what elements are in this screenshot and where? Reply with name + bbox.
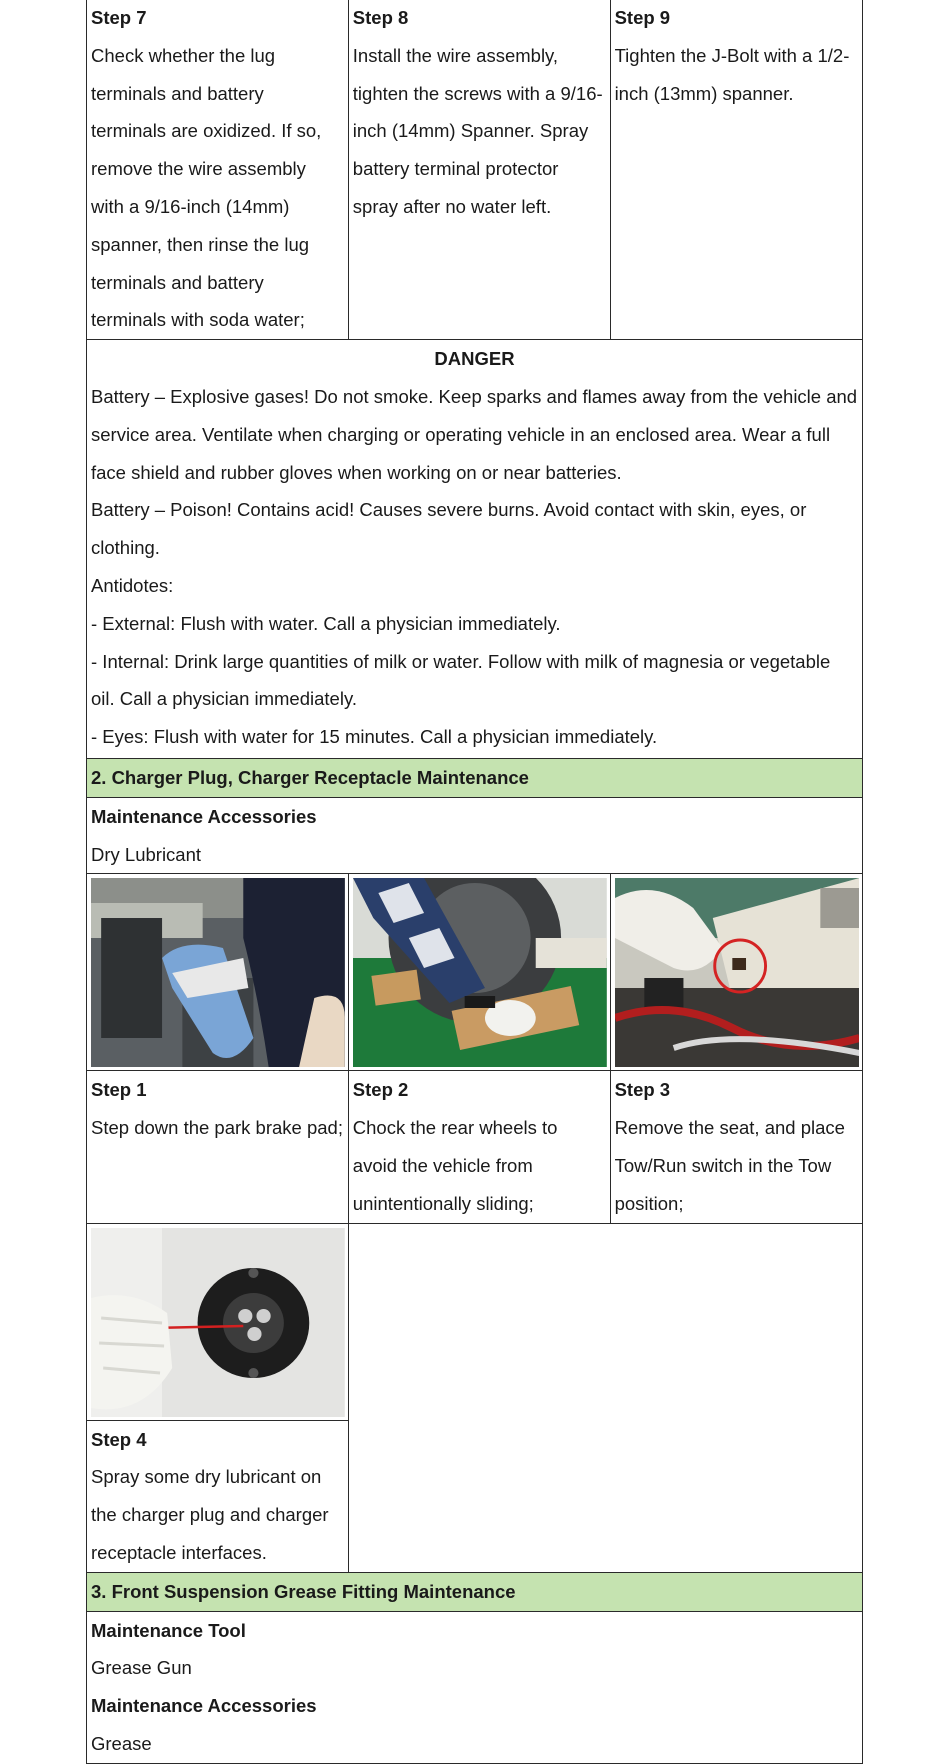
step-8-cell [348,0,610,340]
maintenance-table [86,0,863,1764]
section-2-accessories-row [87,797,863,874]
step-4-cell [87,1420,349,1572]
danger-line: - Internal: Drink large quantities of milk or water. Follow with milk of magnesia or vegetable oil. Call a physician immediately. [91,650,831,710]
step-3-title: Step 3 [614,1079,671,1101]
danger-line: Battery – Poison! Contains acid! Causes severe burns. Avoid contact with skin, eyes, or clothing. [91,499,807,559]
step-2-title: Step 2 [352,1079,409,1101]
accessories-label: Maintenance Accessories [91,1695,317,1717]
step-7-cell [87,0,349,340]
section-2-accessories-cell [87,797,863,874]
step-9-text: Tighten the J-Bolt with a 1/2-inch (13mm) spanner. [614,44,850,104]
step-3-cell [610,1071,862,1223]
tow-run-switch-photo [615,878,859,1067]
section-2-heading: 2. Charger Plug, Charger Receptacle Maintenance [87,758,863,797]
danger-line: - Eyes: Flush with water for 15 minutes. Call a physician immediately. [91,726,658,748]
accessories-label: Maintenance Accessories [91,805,317,827]
step-4-photo-cell [87,1223,349,1420]
danger-title: DANGER [434,348,515,370]
photos-row-1 [87,874,863,1071]
wheel-chock-photo [353,878,607,1067]
section-3-heading-row [87,1572,863,1611]
section-3-heading: 3. Front Suspension Grease Fitting Maintenance [87,1572,863,1611]
danger-row [87,340,863,759]
step-1-text: Step down the park brake pad; [91,1117,343,1139]
accessories-value: Dry Lubricant [91,843,202,865]
accessories-value: Grease [91,1732,152,1754]
step-4-text: Spray some dry lubricant on the charger plug and charger receptacle interfaces. [91,1466,329,1563]
step-7-text: Check whether the lug terminals and battery terminals are oxidized. If so, remove the wire assembly with a 9/16-inch (14mm) spanner, then rinse the lug terminals and battery terminals with soda water; [91,44,322,331]
step-4-title: Step 4 [91,1428,147,1450]
step-2-text: Chock the rear wheels to avoid the vehicle from unintentionally sliding; [352,1117,558,1214]
step-1-cell [87,1071,349,1223]
step-1-title: Step 1 [91,1079,147,1101]
danger-cell [87,340,863,759]
step-7-title: Step 7 [91,7,147,28]
step-8-title: Step 8 [352,7,409,28]
maintenance-document [86,0,863,1764]
danger-line: Antidotes: [91,574,174,596]
tool-value: Grease Gun [91,1657,192,1679]
danger-line: - External: Flush with water. Call a physician immediately. [91,612,561,634]
step-9-title: Step 9 [614,7,671,28]
step-2-cell [348,1071,610,1223]
empty-area [348,1223,862,1572]
step-3-text: Remove the seat, and place Tow/Run switch in the Tow position; [614,1117,845,1214]
step-4-photo-row [87,1223,863,1420]
tool-label: Maintenance Tool [91,1619,246,1641]
steps-1-3-row [87,1071,863,1223]
steps-7-9-row [87,0,863,340]
section-2-heading-row [87,758,863,797]
step-8-text: Install the wire assembly, tighten the screws with a 9/16-inch (14mm) Spanner. Spray battery terminal protector spray after no water left. [352,44,603,217]
section-3-details-cell [87,1611,863,1763]
step-1-photo-cell [87,874,349,1071]
park-brake-photo [91,878,345,1067]
step-2-photo-cell [348,874,610,1071]
charger-receptacle-photo [91,1228,345,1417]
section-3-details-row [87,1611,863,1763]
step-3-photo-cell [610,874,862,1071]
step-9-cell [610,0,862,340]
danger-line: Battery – Explosive gases! Do not smoke. Keep sparks and flames away from the vehicle and service area. Ventilate when charging or operating vehicle in an enclosed area. Wear a full face shield and rubber gloves when working on or near batteries. [91,385,858,483]
